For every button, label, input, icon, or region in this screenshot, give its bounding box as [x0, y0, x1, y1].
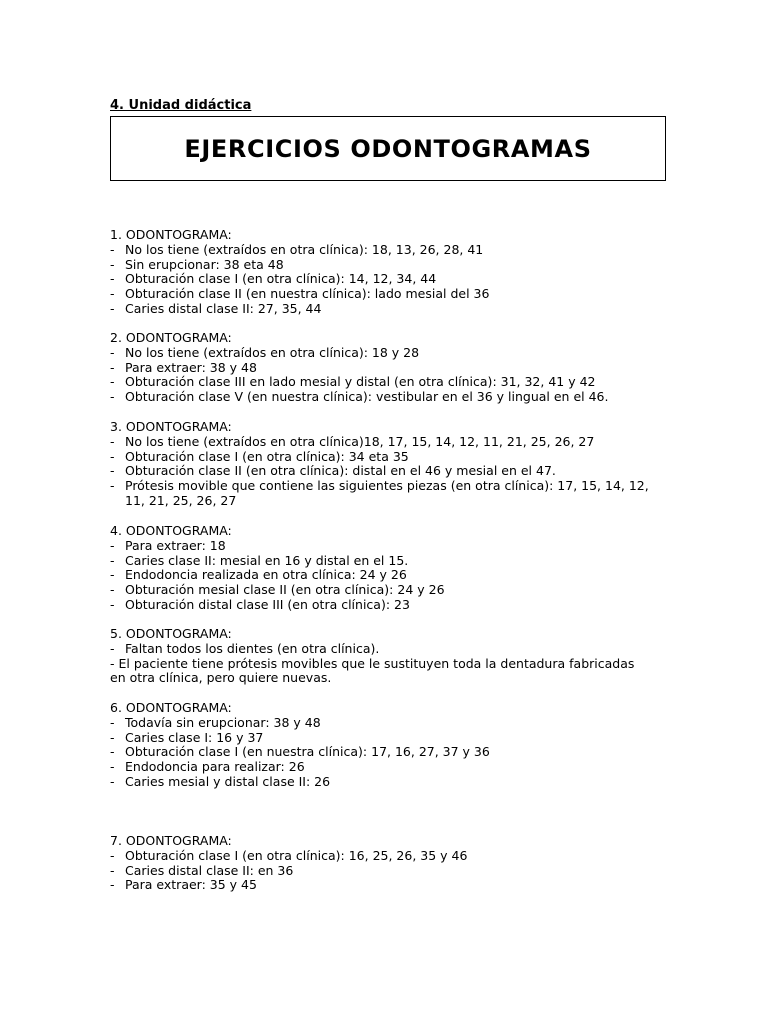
list-item: - Endodoncia realizada en otra clínica: 24 y 26: [110, 567, 407, 583]
exercise-3: [110, 420, 670, 509]
list-item: - Todavía sin erupcionar: 38 y 48: [110, 714, 321, 730]
list-item: - Obturación mesial clase II (en otra clínica): 24 y 26: [110, 582, 445, 598]
list-item: - Obturación clase I (en otra clínica): 34 eta 35: [110, 448, 409, 464]
exercise-5: [110, 627, 670, 686]
list-item: - Caries mesial y distal clase II: 26: [110, 773, 331, 789]
exercise-heading: 6. ODONTOGRAMA:: [110, 700, 232, 715]
list-item: - Caries distal clase II: en 36: [110, 862, 294, 878]
list-item: - Prótesis movible que contiene las siguientes piezas (en otra clínica): 17, 15, 14, 12, 11, 21, 25, 26, 27: [110, 478, 649, 508]
list-item: - Obturación clase V (en nuestra clínica): vestibular en el 36 y lingual en el 46.: [110, 389, 609, 405]
exercise-2: [110, 331, 670, 405]
list-item: - Para extraer: 38 y 48: [110, 359, 257, 375]
list-item: - Para extraer: 18: [110, 537, 226, 553]
exercise-6: [110, 701, 670, 790]
list-item: - Caries distal clase II: 27, 35, 44: [110, 300, 322, 316]
exercise-heading: 1. ODONTOGRAMA:: [110, 227, 232, 242]
list-item: - Obturación clase I (en otra clínica): 16, 25, 26, 35 y 46: [110, 847, 468, 863]
exercise-heading: 4. ODONTOGRAMA:: [110, 523, 232, 538]
list-item: - Obturación clase I (en nuestra clínica): 17, 16, 27, 37 y 36: [110, 744, 490, 760]
exercise-heading: 3. ODONTOGRAMA:: [110, 419, 232, 434]
list-item: - Obturación distal clase III (en otra clínica): 23: [110, 596, 410, 612]
exercise-heading: 7. ODONTOGRAMA:: [110, 833, 232, 848]
exercise-note-line: en otra clínica, pero quiere nuevas.: [110, 670, 332, 686]
list-item: - No los tiene (extraídos en otra clínica): 18 y 28: [110, 344, 420, 360]
unit-heading: 4. Unidad didáctica: [110, 98, 252, 113]
list-item: - Obturación clase II (en otra clínica): distal en el 46 y mesial en el 47.: [110, 463, 556, 479]
list-item: - Obturación clase I (en otra clínica): 14, 12, 34, 44: [110, 271, 437, 287]
list-item: - Endodoncia para realizar: 26: [110, 759, 305, 775]
list-item: - Sin erupcionar: 38 eta 48: [110, 256, 284, 272]
list-item: - Obturación clase III en lado mesial y distal (en otra clínica): 31, 32, 41 y 42: [110, 374, 596, 390]
document-title: EJERCICIOS ODONTOGRAMAS: [184, 134, 592, 163]
list-item: - Caries clase I: 16 y 37: [110, 729, 264, 745]
list-item: - No los tiene (extraídos en otra clínica)18, 17, 15, 14, 12, 11, 21, 25, 26, 27: [110, 433, 595, 449]
list-item: - Faltan todos los dientes (en otra clínica).: [110, 640, 380, 656]
exercise-heading: 2. ODONTOGRAMA:: [110, 330, 232, 345]
title-box: [110, 116, 666, 181]
exercise-heading: 5. ODONTOGRAMA:: [110, 626, 232, 641]
list-item: - No los tiene (extraídos en otra clínica): 18, 13, 26, 28, 41: [110, 241, 484, 257]
exercise-4: [110, 524, 670, 613]
exercise-note-line: - El paciente tiene prótesis movibles que le sustituyen toda la dentadura fabricadas: [110, 655, 635, 671]
list-item: - Para extraer: 35 y 45: [110, 877, 257, 893]
exercise-7: [110, 834, 670, 893]
list-item: - Obturación clase II (en nuestra clínica): lado mesial del 36: [110, 286, 490, 302]
list-item: - Caries clase II: mesial en 16 y distal en el 15.: [110, 552, 409, 568]
exercise-1: [110, 228, 670, 317]
